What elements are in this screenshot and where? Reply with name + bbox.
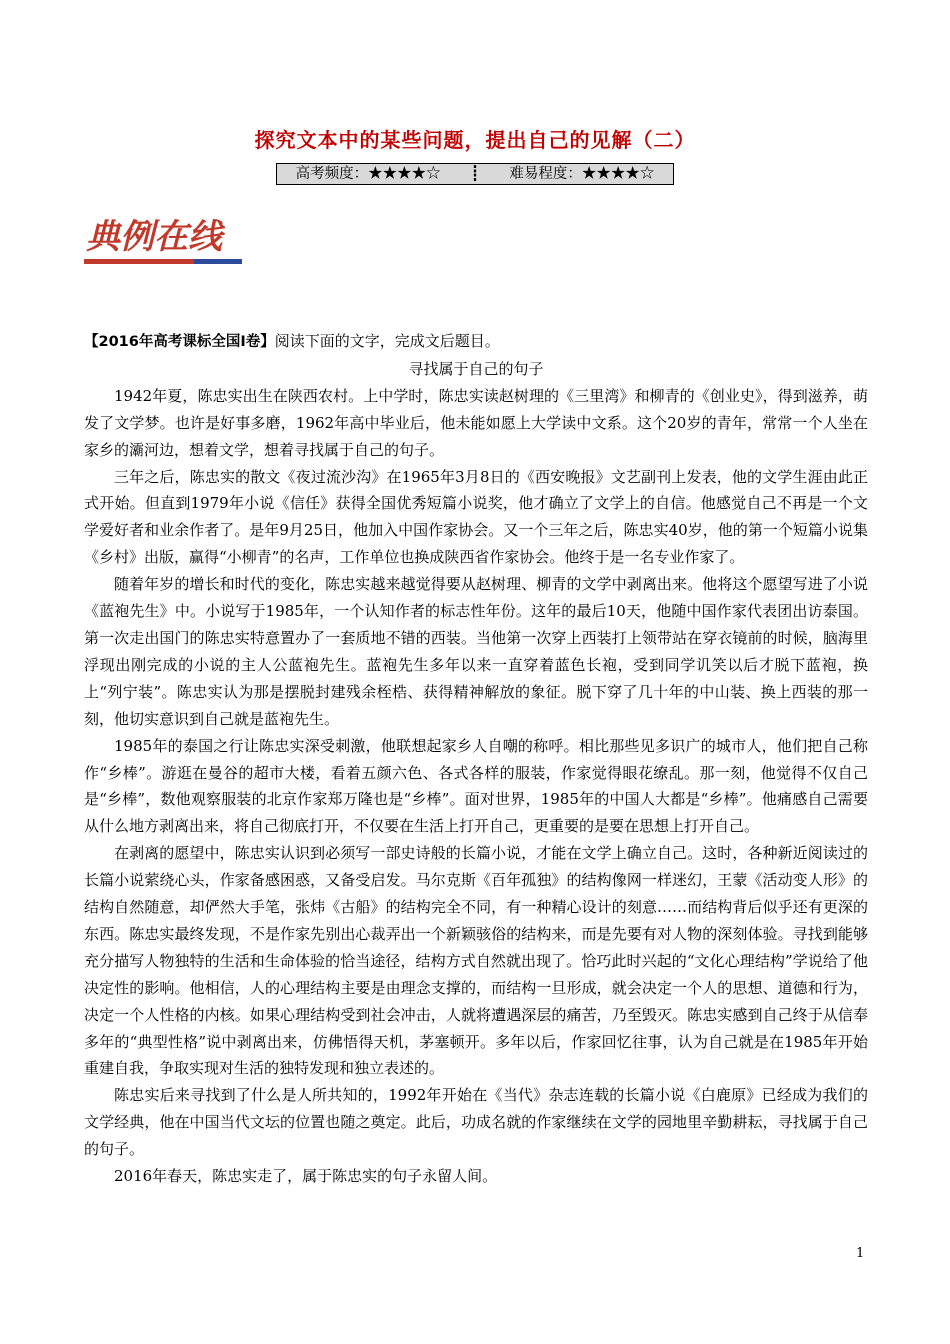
paragraph-3: 随着年岁的增长和时代的变化，陈忠实越来越觉得要从赵树理、柳青的文学中剥离出来。他将这个愿望写进了小说《蓝袍先生》中。小说写于1985年，一个认知作者的标志性年份。这年的最后10天，他随中国作家代表团出访泰国。第一次走出国门的陈忠实特意置办了一套质地不错的西装。当他第一次穿上西装打上领带站在穿衣镜前的时候，脑海里浮现出刚完成的小说的主人公蓝袍先生。蓝袍先生多年以来一直穿着蓝色长袍，受到同学讥笑以后才脱下蓝袍，换上“列宁装”。陈忠实认为那是摆脱封建残余桎梏、获得精神解放的象征。脱下穿了几十年的中山装、换上西装的那一刻，他切实意识到自己就是蓝袍先生。	[84, 575, 868, 728]
logo-bar-blue	[194, 259, 242, 264]
logo-bar-red	[84, 259, 194, 264]
typical-example-logo	[84, 208, 244, 272]
paragraph-6: 陈忠实后来寻找到了什么是人所共知的，1992年开始在《当代》杂志连载的长篇小说《白鹿原》已经成为我们的文学经典，他在中国当代文坛的位置也随之奠定。此后，功成名就的作家继续在文学的园地里辛勤耕耘，寻找属于自己的句子。	[84, 1086, 868, 1159]
ratings-bar	[276, 163, 674, 185]
paragraph-2: 三年之后，陈忠实的散文《夜过流沙沟》在1965年3月8日的《西安晚报》文艺副刊上发表，他的文学生涯由此正式开始。但直到1979年小说《信任》获得全国优秀短篇小说奖，他才确立了文学上的自信。他感觉自己不再是一个文学爱好者和业余作者了。是年9月25日，他加入中国作家协会。又一个三年之后，陈忠实40岁，他的第一个短篇小说集《乡村》出版，赢得“小柳青”的名声，工作单位也换成陕西省作家协会。他终于是一名专业作家了。	[84, 467, 868, 567]
document-body	[84, 328, 868, 1190]
paragraph-7: 2016年春天，陈忠实走了，属于陈忠实的句子永留人间。	[114, 1167, 498, 1186]
rating-separator: ┋	[470, 165, 480, 182]
frequency-rating: 高考频度：★★★★☆	[295, 166, 441, 182]
page-number: 1	[856, 1246, 865, 1261]
exam-source: 【2016年高考课标全国Ⅰ卷】	[84, 334, 275, 350]
logo-text: 典例在线	[86, 217, 222, 257]
article-title: 寻找属于自己的句子	[408, 359, 544, 378]
difficulty-rating: 难易程度：★★★★☆	[509, 166, 655, 182]
exam-instruction: 阅读下面的文字，完成文后题目。	[274, 332, 500, 350]
page-title: 探究文本中的某些问题，提出自己的见解（二）	[254, 128, 696, 152]
paragraph-1: 1942年夏，陈忠实出生在陕西农村。上中学时，陈忠实读赵树理的《三里湾》和柳青的《创业史》，得到滋养，萌发了文学梦。也许是好事多磨，1962年高中毕业后，他未能如愿上大学读中文系。这个20岁的青年，常常一个人坐在家乡的灞河边，想着文学，想着寻找属于自己的句子。	[84, 386, 868, 459]
exam-header	[84, 328, 868, 356]
paragraph-4: 1985年的泰国之行让陈忠实深受刺激，他联想起家乡人自嘲的称呼。相比那些见多识广的城市人，他们把自己称作“乡棒”。游逛在曼谷的超市大楼，看着五颜六色、各式各样的服装，作家觉得眼花缭乱。那一刻，他觉得不仅自己是“乡棒”，数他观察服装的北京作家郑万隆也是“乡棒”。面对世界，1985年的中国人大都是“乡棒”。他痛感自己需要从什么地方剥离出来，将自己彻底打开，不仅要在生活上打开自己，更重要的是要在思想上打开自己。	[84, 736, 868, 836]
paragraph-5: 在剥离的愿望中，陈忠实认识到必须写一部史诗般的长篇小说，才能在文学上确立自己。这时，各种新近阅读过的长篇小说萦绕心头，作家备感困惑，又备受启发。马尔克斯《百年孤独》的结构像网一样迷幻，王蒙《活动变人形》的结构自然随意，却俨然大手笔，张炜《古船》的结构完全不同，有一种精心设计的刻意……而结构背后似乎还有更深的东西。陈忠实最终发现，不是作家先别出心裁弄出一个新颖骇俗的结构来，而是先要有对人物的深刻体验。寻找到能够充分描写人物独特的生活和生命体验的恰当途径，结构方式自然就出现了。恰巧此时兴起的“文化心理结构”学说给了他决定性的影响。他相信，人的心理结构主要是由理念支撑的，而结构一旦形成，就会决定一个人的思想、道德和行为，决定一个人性格的内核。如果心理结构受到社会冲击，人就将遭遇深层的痛苦，乃至毁灭。陈忠实感到自己终于从信奉多年的“典型性格”说中剥离出来，仿佛悟得天机，茅塞顿开。多年以后，作家回忆往事，认为自己就是在1985年开始重建自我，争取实现对生活的独特发现和独立表述的。	[84, 844, 868, 1078]
